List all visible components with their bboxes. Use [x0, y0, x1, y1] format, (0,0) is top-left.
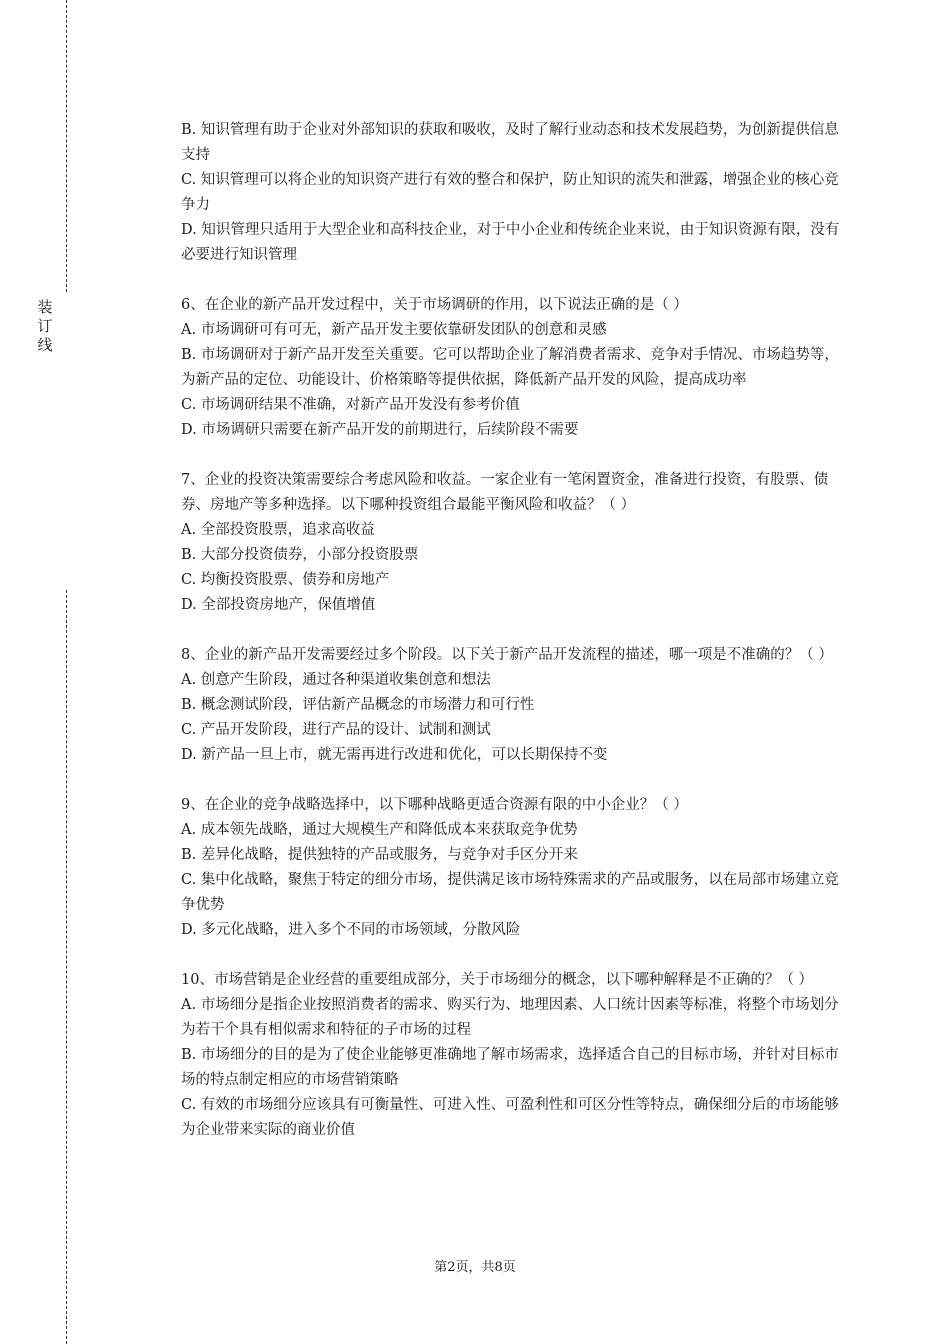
option-d: D. 知识管理只适用于大型企业和高科技企业，对于中小企业和传统企业来说，由于知识资源有限，没有必要进行知识管理 [181, 222, 840, 263]
option-c: C. 产品开发阶段，进行产品的设计、试制和测试 [181, 722, 491, 738]
question-stem: 9、在企业的竞争战略选择中，以下哪种战略更适合资源有限的中小企业？（ ） [181, 797, 688, 813]
binding-label [34, 298, 56, 355]
exam-content [181, 118, 845, 1143]
question-stem: 7、企业的投资决策需要综合考虑风险和收益。一家企业有一笔闲置资金，准备进行投资，有股票、债券、房地产等多种选择。以下哪种投资组合最能平衡风险和收益？（ ） [181, 472, 829, 513]
binding-label-char: 线 [37, 336, 53, 354]
option-b: B. 概念测试阶段，评估新产品概念的市场潜力和可行性 [181, 697, 535, 713]
option-b: B. 知识管理有助于企业对外部知识的获取和吸收，及时了解行业动态和技术发展趋势，为创新提供信息支持 [181, 122, 839, 163]
option-a: A. 市场细分是指企业按照消费者的需求、购买行为、地理因素、人口统计因素等标准，将整个市场划分为若干个具有相似需求和特征的子市场的过程 [181, 997, 839, 1038]
binding-line-bottom [66, 590, 67, 1344]
question-6 [181, 293, 845, 443]
option-b: B. 差异化战略，提供独特的产品或服务，与竞争对手区分开来 [181, 847, 578, 863]
option-d: D. 多元化战略，进入多个不同的市场领域，分散风险 [181, 922, 521, 938]
option-a: A. 全部投资股票，追求高收益 [181, 522, 375, 538]
binding-label-char: 装 [37, 298, 53, 316]
binding-label-char: 订 [37, 317, 53, 335]
option-a: A. 成本领先战略，通过大规模生产和降低成本来获取竞争优势 [181, 822, 578, 838]
option-c: C. 市场调研结果不准确，对新产品开发没有参考价值 [181, 397, 520, 413]
option-a: A. 创意产生阶段，通过各种渠道收集创意和想法 [181, 672, 491, 688]
binding-line-top [66, 0, 67, 292]
question-9 [181, 793, 845, 943]
option-c: C. 有效的市场细分应该具有可衡量性、可进入性、可盈利性和可区分性等特点，确保细分后的市场能够为企业带来实际的商业价值 [181, 1097, 839, 1138]
question-stem: 10、市场营销是企业经营的重要组成部分，关于市场细分的概念，以下哪种解释是不正确的？（ ） [181, 972, 814, 988]
page-number: 第2页，共8页 [434, 1260, 516, 1275]
question-stem: 8、企业的新产品开发需要经过多个阶段。以下关于新产品开发流程的描述，哪一项是不准确的？（ ） [181, 647, 833, 663]
option-c: C. 知识管理可以将企业的知识资产进行有效的整合和保护，防止知识的流失和泄露，增强企业的核心竞争力 [181, 172, 839, 213]
option-c: C. 集中化战略，聚焦于特定的细分市场，提供满足该市场特殊需求的产品或服务，以在局部市场建立竞争优势 [181, 872, 839, 913]
option-b: B. 市场调研对于新产品开发至关重要。它可以帮助企业了解消费者需求、竞争对手情况、市场趋势等，为新产品的定位、功能设计、价格策略等提供依据，降低新产品开发的风险，提高成功率 [181, 347, 839, 388]
option-d: D. 市场调研只需要在新产品开发的前期进行，后续阶段不需要 [181, 422, 579, 438]
option-d: D. 全部投资房地产，保值增值 [181, 597, 376, 613]
question-5-continuation [181, 118, 845, 268]
option-b: B. 市场细分的目的是为了使企业能够更准确地了解市场需求，选择适合自己的目标市场，并针对目标市场的特点制定相应的市场营销策略 [181, 1047, 839, 1088]
question-8 [181, 643, 845, 768]
option-a: A. 市场调研可有可无，新产品开发主要依靠研发团队的创意和灵感 [181, 322, 607, 338]
option-b: B. 大部分投资债券，小部分投资股票 [181, 547, 419, 563]
option-c: C. 均衡投资股票、债券和房地产 [181, 572, 390, 588]
option-d: D. 新产品一旦上市，就无需再进行改进和优化，可以长期保持不变 [181, 747, 608, 763]
page-footer [0, 1259, 950, 1277]
question-10 [181, 968, 845, 1143]
question-7 [181, 468, 845, 618]
question-stem: 6、在企业的新产品开发过程中，关于市场调研的作用，以下说法正确的是（ ） [181, 297, 688, 313]
